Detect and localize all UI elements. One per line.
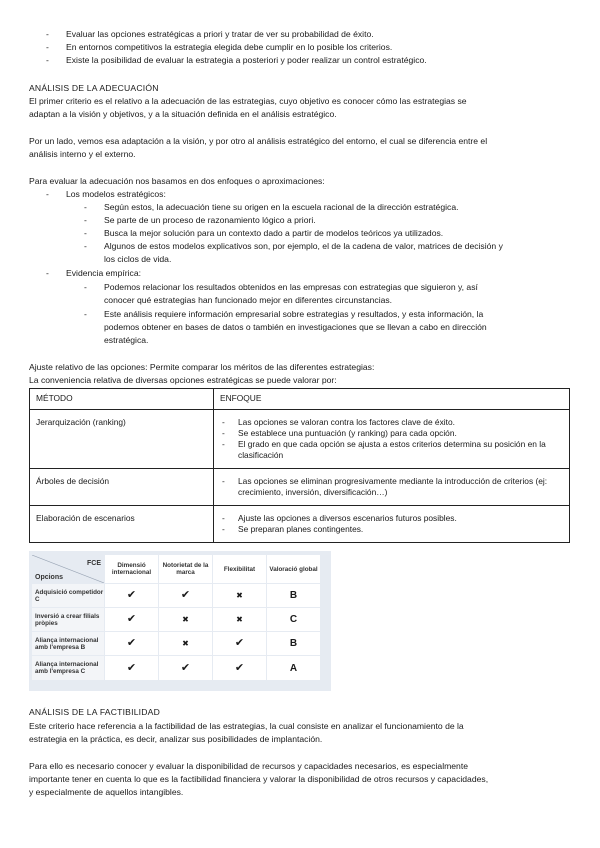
paragraph-line: La conveniencia relativa de diversas opciones estratégicas se puede valorar por:: [29, 375, 337, 385]
table-row: [30, 506, 570, 543]
fce-row: [32, 584, 320, 607]
fce-grade: A: [267, 656, 320, 680]
fce-grade: C: [267, 608, 320, 631]
table-cell-enfoque: [214, 469, 570, 506]
fce-option-label: Adquisició competidor C: [32, 584, 104, 607]
fce-option-label: Inversió a crear filials pròpies: [32, 608, 104, 631]
fce-row: [32, 632, 320, 655]
metodos-table: [29, 388, 570, 543]
fce-column-header: Valoració global: [267, 555, 320, 583]
paragraph-line: Para ello es necesario conocer y evaluar la disponibilidad de recursos y capacidades necesarios, es especialmente: [29, 761, 469, 771]
list-item: - Las opciones se valoran contra los factores clave de éxito.: [220, 417, 563, 428]
table-row: [30, 410, 570, 469]
enfoque-item-continued: los ciclos de vida.: [104, 254, 172, 264]
fce-evaluation-figure: [29, 551, 331, 691]
paragraph-line: análisis interno y el externo.: [29, 149, 136, 159]
enfoque-item: - Según estos, la adecuación tiene su origen en la escuela racional de la dirección estratégica.: [104, 201, 458, 214]
enfoque-label: - Los modelos estratégicos:: [66, 188, 166, 201]
table-header-enfoque: ENFOQUE: [214, 389, 570, 410]
table-header-row: [30, 389, 570, 410]
fce-mark: ✔: [105, 656, 158, 680]
paragraph-line: Ajuste relativo de las opciones: Permite comparar los méritos de las diferentes estrategias:: [29, 362, 375, 372]
intro-bullet: - Existe la posibilidad de evaluar la estrategia a posteriori y poder realizar un control estratégico.: [66, 54, 427, 67]
paragraph-line: El primer criterio es el relativo a la adecuación de las estrategias, cuyo objetivo es conocer cómo las estrategias se: [29, 96, 467, 106]
fce-grade: B: [267, 632, 320, 655]
fce-mark: ✖: [159, 608, 212, 631]
fce-mark: ✔: [105, 608, 158, 631]
intro-bullet: - En entornos competitivos la estrategia elegida debe cumplir en lo posible los criterios.: [66, 41, 392, 54]
fce-corner-label: FCE: [87, 560, 101, 567]
enfoque-item: - Se parte de un proceso de razonamiento lógico a priori.: [104, 214, 316, 227]
fce-header-row: [32, 555, 320, 583]
list-item: - Se preparan planes contingentes.: [220, 524, 563, 535]
enfoque-item: - Algunos de estos modelos explicativos son, por ejemplo, el de la cadena de valor, matrices de decisión y: [104, 240, 503, 253]
table-header-metodo: MÉTODO: [30, 389, 214, 410]
fce-mark: ✔: [213, 656, 266, 680]
list-item: - El grado en que cada opción se ajusta a estos criterios determina su posición en la clasificación: [220, 439, 563, 461]
paragraph-line: estrategia en la práctica, es decir, analizar sus posibilidades de implantación.: [29, 734, 323, 744]
fce-mark: ✔: [213, 632, 266, 655]
fce-column-header: Flexibilitat: [213, 555, 266, 583]
table-cell-enfoque: [214, 410, 570, 469]
paragraph-line: Para evaluar la adecuación nos basamos en dos enfoques o aproximaciones:: [29, 176, 325, 186]
fce-row: [32, 656, 320, 680]
fce-mark: ✔: [105, 584, 158, 607]
fce-mark: ✔: [159, 656, 212, 680]
section-heading-factibilidad: ANÁLISIS DE LA FACTIBILIDAD: [29, 707, 161, 717]
table-cell-metodo: Jerarquización (ranking): [30, 410, 214, 469]
enfoque-item: - Busca la mejor solución para un contexto dado a partir de modelos teóricos ya utilizados.: [104, 227, 443, 240]
enfoque-item-continued: podemos obtener en bases de datos o también en investigaciones que se llevan a cabo en dirección: [104, 322, 487, 332]
paragraph-line: Por un lado, vemos esa adaptación a la visión, y por otro al análisis estratégico del entorno, el cual se diferencia entre el: [29, 136, 488, 146]
enfoque-item-continued: conocer qué estrategias han funcionado mejor en diferentes circunstancias.: [104, 295, 393, 305]
intro-bullet: - Evaluar las opciones estratégicas a priori y tratar de ver su probabilidad de éxito.: [66, 28, 374, 41]
fce-corner-cell: [32, 555, 104, 583]
list-item: - Las opciones se eliminan progresivamente mediante la introducción de criterios (ej: crecimiento, inversión, diversificación…): [220, 476, 563, 498]
paragraph-line: adaptan a la visión y objetivos, y a la situación definida en el análisis estratégico.: [29, 109, 337, 119]
fce-mark: ✖: [213, 584, 266, 607]
fce-options-label: Opcions: [35, 574, 64, 581]
fce-grade: B: [267, 584, 320, 607]
list-item: - Ajuste las opciones a diversos escenarios futuros posibles.: [220, 513, 563, 524]
fce-mark: ✖: [159, 632, 212, 655]
fce-option-label: Aliança internacional amb l'empresa B: [32, 632, 104, 655]
fce-row: [32, 608, 320, 631]
table-cell-metodo: Elaboración de escenarios: [30, 506, 214, 543]
enfoque-label: - Evidencia empírica:: [66, 267, 141, 280]
enfoque-item: - Podemos relacionar los resultados obtenidos en las empresas con estrategias que siguieron y, así: [104, 281, 478, 294]
table-cell-metodo: Árboles de decisión: [30, 469, 214, 506]
fce-option-label: Aliança internacional amb l'empresa C: [32, 656, 104, 680]
fce-mark: ✔: [159, 584, 212, 607]
enfoque-item: - Este análisis requiere información empresarial sobre estrategias y resultados, y esta información, la: [104, 308, 483, 321]
table-cell-enfoque: [214, 506, 570, 543]
paragraph-line: Este criterio hace referencia a la factibilidad de las estrategias, la cual consiste en analizar el funcionamiento de la: [29, 721, 464, 731]
section-heading-adecuacion: ANÁLISIS DE LA ADECUACIÓN: [29, 83, 159, 93]
table-row: [30, 469, 570, 506]
paragraph-line: y especialmente de aquellos intangibles.: [29, 787, 184, 797]
enfoque-item-continued: estratégica.: [104, 335, 149, 345]
fce-mark: ✔: [105, 632, 158, 655]
fce-column-header: Notorietat de la marca: [159, 555, 212, 583]
fce-mark: ✖: [213, 608, 266, 631]
list-item: - Se establece una puntuación (y ranking) para cada opción.: [220, 428, 563, 439]
fce-column-header: Dimensió internacional: [105, 555, 158, 583]
fce-table: [31, 554, 321, 681]
paragraph-line: importante tener en cuenta lo que es la factibilidad financiera y valorar la disponibilidad de otros recursos y capacidades,: [29, 774, 489, 784]
